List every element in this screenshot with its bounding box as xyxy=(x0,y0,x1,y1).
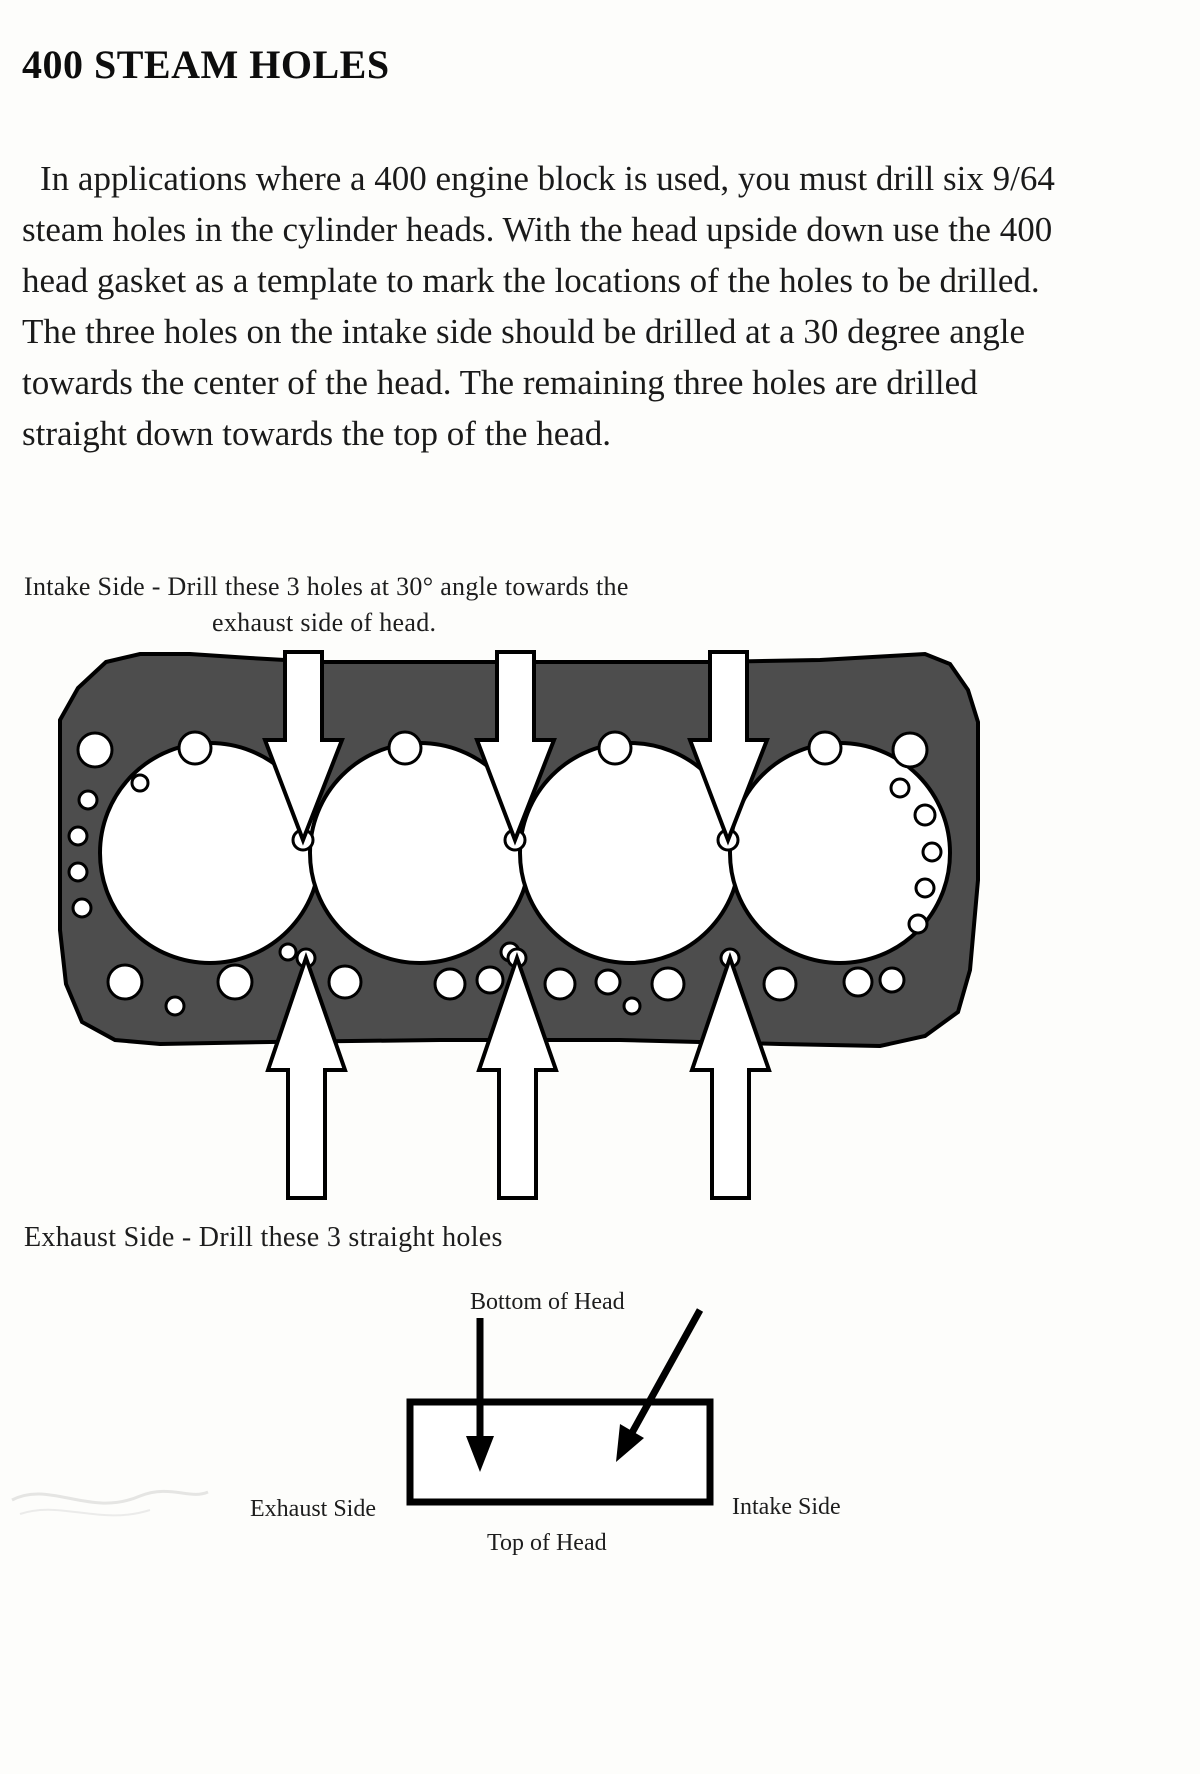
intake-side-caption-line-1: Intake Side - Drill these 3 holes at 30° angle towards the xyxy=(24,572,629,601)
scan-artifact xyxy=(10,1470,210,1530)
label-bottom-of-head: Bottom of Head xyxy=(470,1289,625,1315)
label-top-of-head: Top of Head xyxy=(487,1530,607,1556)
head-rectangle xyxy=(410,1402,710,1502)
intake-side-caption-line-2: exhaust side of head. xyxy=(212,608,437,637)
page-title: 400 STEAM HOLES xyxy=(22,41,390,87)
label-intake-side: Intake Side xyxy=(732,1494,841,1520)
label-exhaust-side: Exhaust Side xyxy=(250,1496,376,1522)
exhaust-side-caption: Exhaust Side - Drill these 3 straight holes xyxy=(24,1222,503,1253)
head-gasket-diagram xyxy=(20,640,1040,1210)
intro-paragraph: In applications where a 400 engine block is used, you must drill six 9/64 steam holes in the cylinder heads. With the head upside down use the 400 head gasket as a template to mark the locations of the holes to be drilled. The three holes on the intake side should be drilled at a 30 degree angle towards the center of the head. The remaining three holes are drilled straight down towards the top of the head. xyxy=(22,159,1055,453)
